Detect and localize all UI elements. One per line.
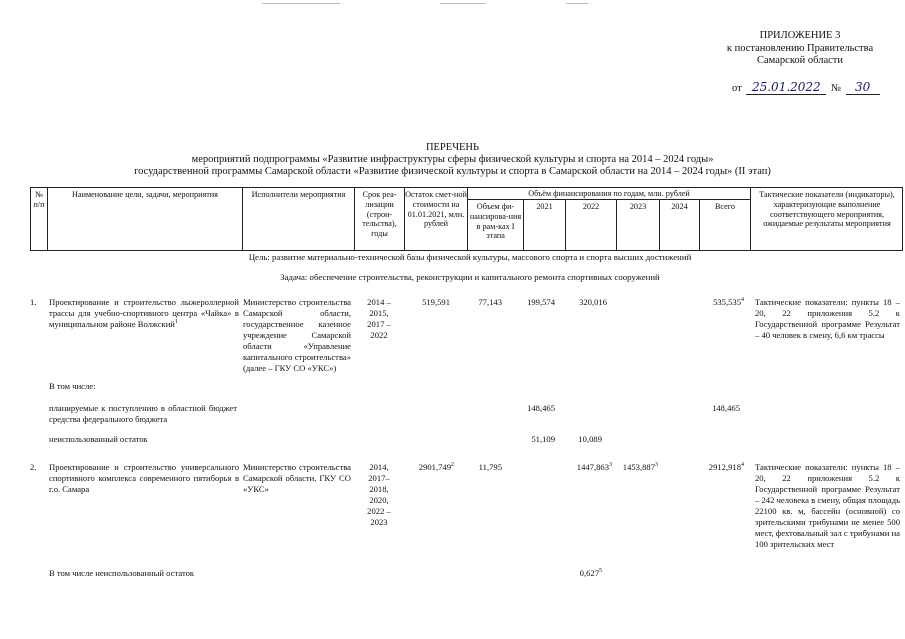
row2-indicators: Тактические показатели: пункты 18 – 20, 22 приложения 5.2 к Государственной программе Результат – 242 человека в смену, общая площадь 22100 кв. м, бассейн (основной) со зрительскими трибунами не менее 500 мест, фехтовальный зал с трибунами на 100 зрительских мест [755,462,900,549]
header-2023: 2023 [629,202,647,211]
header-2022: 2022 [582,202,600,211]
row1-stage1: 77,143 [478,297,502,307]
header-period: Срок реа-лизации (строи-тельства), годы [362,190,397,239]
appendix-title: ПРИЛОЖЕНИЕ 3 [759,30,841,41]
row2-period: 2014, 2017– 2018, 2020, 2022 – 2023 [367,462,391,527]
decree-number: 30 [846,80,880,95]
row1-indicators: Тактические показатели: пункты 18 – 20, 22 приложения 5.2 к Государственной программе Результат – 40 человек в смену, 6,6 км трассы [755,297,900,340]
header-name: Наименование цели, задачи, мероприятия [72,190,218,199]
row2-no: 2. [30,462,37,472]
goal-line: Цель: развитие материально-технической базы физической культуры, массового спорта и спорта высших достижений [248,252,692,262]
row1-name: Проектирование и строительство лыжероллерной трассы для учебно-спортивного центра «Чайка» в муниципальном районе Волжский$^1$ [49,297,239,329]
row1-period: 2014 – 2015, 2017 – 2022 [367,297,391,340]
list-subtitle-2: государственной программы Самарской области «Развитие физической культуры и спорта в Самарской области на 2014 – 2024 годы» (II этап) [134,166,771,177]
row1b-2021: 51,109 [531,434,555,444]
row1-executor: Министерство строительства Самарской области, государственное казенное учреждение Самарской области «Управление капитального строительства» (далее – ГКУ СО «УКС») [243,297,351,373]
row2-total: 2912,918$^4$ [708,462,744,472]
task-line: Задача: обеспечение строительства, реконструкции и капитального ремонта спортивных сооружений [280,272,660,282]
row2-stage1: 11,795 [478,462,502,472]
row1a-name: планируемые к поступлению в областной бюджет средства федерального бюджета [49,403,237,424]
row1a-total: 148,465 [712,403,740,413]
row1-no: 1. [30,297,37,307]
header-no: № п/п [33,190,45,209]
scan-line [440,3,486,4]
row2-name: Проектирование и строительство универсального спортивного комплекса современного пятиборья в г.о. Самара [49,462,239,494]
table-header [30,187,903,251]
header-indicators: Тактические показатели (индикаторы), характеризующие выполнение соответствующего мероприятия, ожидаемые результаты мероприятия [759,190,895,229]
decree-line [732,80,880,95]
including-label: В том числе: [49,381,96,391]
row2-2023: 1453,887$^3$ [622,462,658,472]
appendix-block [700,30,900,68]
scan-line [566,3,588,4]
decree-from-label: от [732,83,742,94]
decree-number-label: № [830,83,841,94]
row1a-2021: 148,465 [527,403,555,413]
row1-remainder: 519,591 [422,297,450,307]
row1-2021: 199,574 [527,297,555,307]
header-2021: 2021 [536,202,553,211]
row2-remainder: 2901,749$^2$ [418,462,454,472]
list-subtitle-1: мероприятий подпрограммы «Развитие инфраструктуры сферы физической культуры и спорта на 2014 – 2024 годы» [191,154,714,165]
scan-line [262,3,340,4]
header-executors: Исполнители мероприятия [251,190,346,199]
list-title: ПЕРЕЧЕНЬ [425,142,480,153]
header-stage1: Объем фи-нансирова-ния в рам-ках I этапа [469,202,522,241]
row1-total: 535,535$^4$ [713,297,744,307]
header-remainder: Остаток смет-ной стоимости на 01.01.2021, млн. рублей [405,190,467,229]
appendix-region-line: Самарской области [757,55,843,66]
decree-date: 25.01.2022 [746,80,826,95]
row1b-2022: 10,089 [578,434,602,444]
row2-executor: Министерство строительства Самарской области, ГКУ СО «УКС» [243,462,351,494]
header-total: Всего [714,202,736,211]
row2a-name: В том числе неиспользованный остаток [49,568,195,578]
header-funding-group: Объём финансирования по годам, млн. рублей [528,189,690,198]
header-2024: 2024 [671,202,688,211]
row1-2022: 320,016 [579,297,607,307]
row1b-name: неиспользованный остаток [49,434,148,444]
row2-2022: 1447,863$^3$ [576,462,612,472]
row2a-2022: 0,627$^5$ [579,568,602,578]
appendix-decree-line: к постановлению Правительства [726,42,874,54]
